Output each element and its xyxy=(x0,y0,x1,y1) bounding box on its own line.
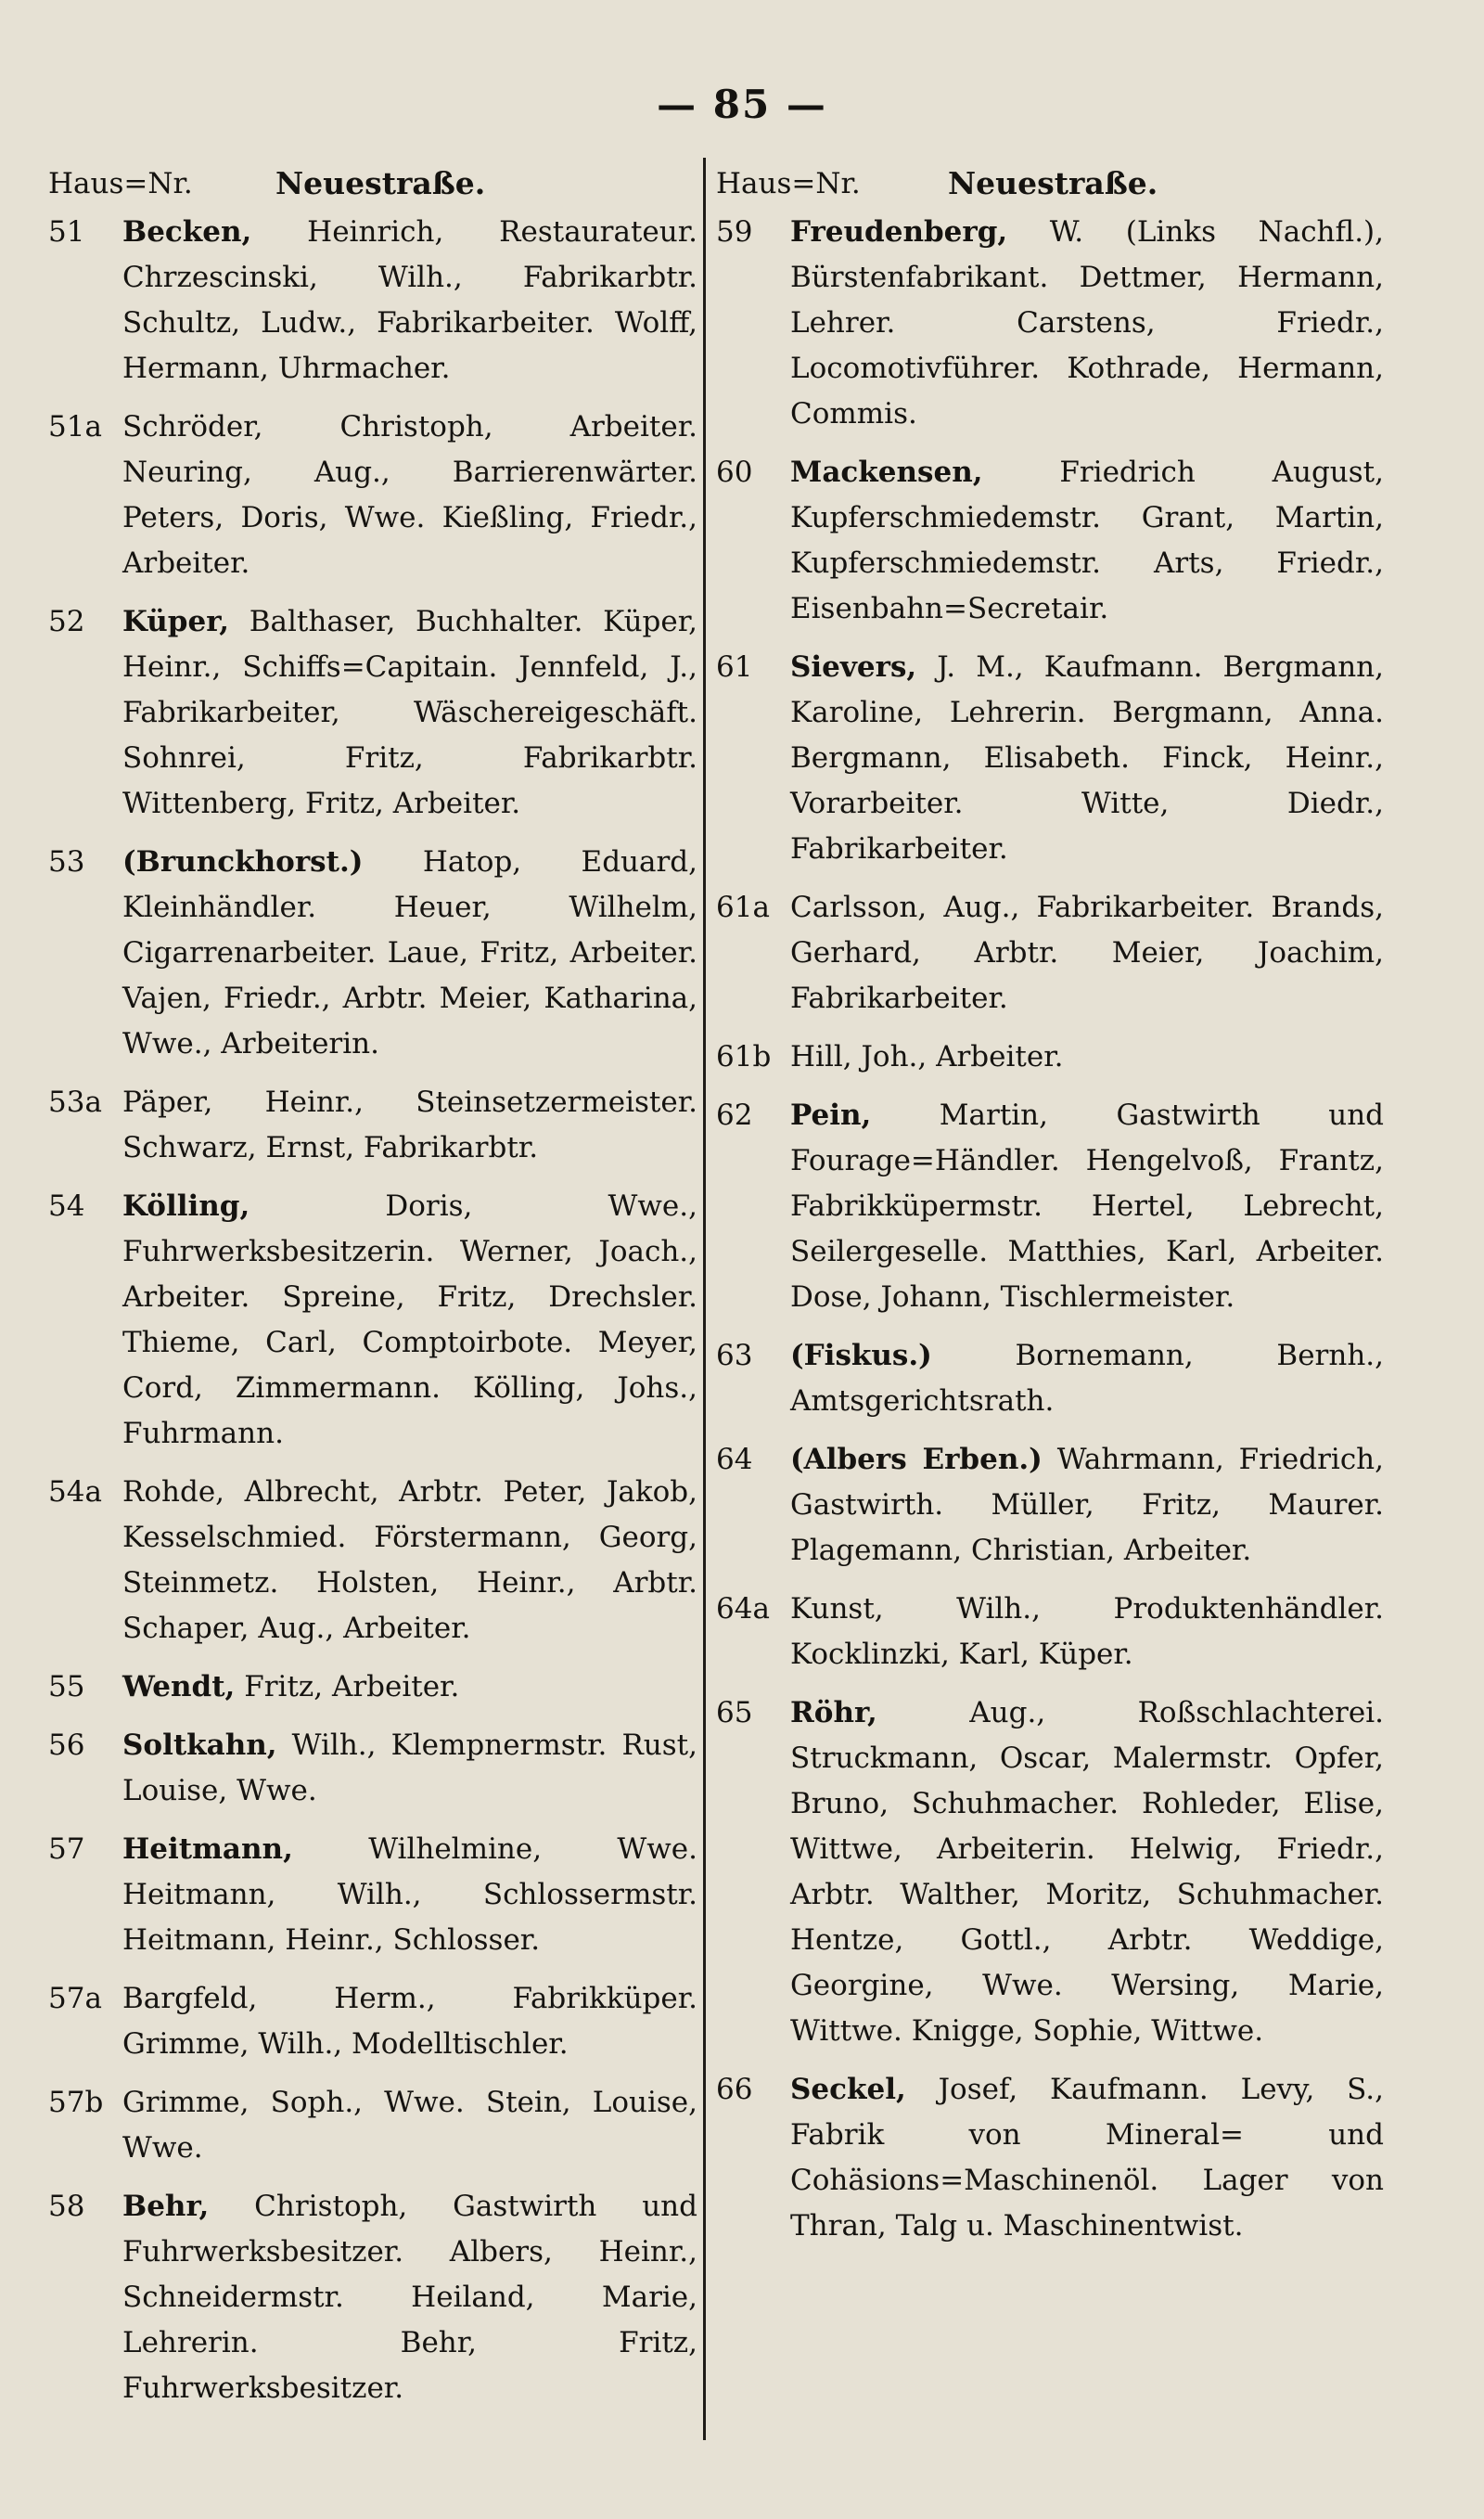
directory-entry xyxy=(716,1587,1384,1677)
directory-entry xyxy=(48,2080,697,2171)
residents-text xyxy=(790,645,1384,872)
house-number: 64a xyxy=(716,1592,770,1626)
house-number: 66 xyxy=(716,2073,753,2106)
directory-entry xyxy=(48,1184,697,1457)
residents-text xyxy=(790,450,1384,632)
owner-name: (Fiskus.) xyxy=(790,1339,932,1372)
directory-entry xyxy=(716,1035,1384,1080)
directory-entry xyxy=(48,1723,697,1814)
residents-text xyxy=(122,210,697,392)
owner-name: Mackensen, xyxy=(790,456,983,489)
house-number: 54a xyxy=(48,1475,102,1509)
entry-list xyxy=(48,210,697,2411)
residents-text xyxy=(790,885,1384,1022)
owner-name: Röhr, xyxy=(790,1696,877,1729)
house-number: 60 xyxy=(716,456,753,489)
house-number: 58 xyxy=(48,2190,85,2223)
house-number: 61b xyxy=(716,1040,772,1073)
resident-list: Päper, Heinr., Steinsetzermeister. Schwarz, Ernst, Fabrikarbtr. xyxy=(122,1086,697,1164)
resident-list: Carlsson, Aug., Fabrikarbeiter. Brands, Gerhard, Arbtr. Meier, Joachim, Fabrikarbeiter. xyxy=(790,891,1384,1015)
house-number: 59 xyxy=(716,215,753,249)
house-number: 65 xyxy=(716,1696,753,1729)
residents-text xyxy=(790,2067,1384,2249)
resident-list: Wilhelmine, Wwe. Heitmann, Wilh., Schlossermstr. Heitmann, Heinr., Schlosser. xyxy=(122,1832,697,1957)
owner-name: Küper, xyxy=(122,605,230,638)
street-name: Neuestraße. xyxy=(275,165,486,201)
house-number: 62 xyxy=(716,1099,753,1132)
resident-list: J. M., Kaufmann. Bergmann, Karoline, Lehrerin. Bergmann, Anna. Bergmann, Elisabeth. Finck, Heinr., Vorarbeiter. Witte, Diedr., Fabrikarbeiter. xyxy=(790,650,1384,866)
residents-text xyxy=(122,1827,697,1963)
residents-text xyxy=(122,840,697,1067)
directory-entry xyxy=(716,1437,1384,1574)
owner-name: Seckel, xyxy=(790,2073,906,2106)
resident-list: Bornemann, Bernh., Amtsgerichtsrath. xyxy=(790,1339,1384,1418)
residents-text xyxy=(790,210,1384,437)
residents-text xyxy=(790,1333,1384,1424)
resident-list: Heinrich, Restaurateur. Chrzescinski, Wilh., Fabrikarbtr. Schultz, Ludw., Fabrikarbeiter. Wolff, Hermann, Uhrmacher. xyxy=(122,215,697,385)
residents-text xyxy=(122,405,697,586)
house-number: 57b xyxy=(48,2086,104,2119)
page-number: — 85 — xyxy=(657,82,827,127)
owner-name: Heitmann, xyxy=(122,1832,293,1866)
resident-list: Kunst, Wilh., Produktenhändler. Kocklinzki, Karl, Küper. xyxy=(790,1592,1384,1671)
resident-list: Doris, Wwe., Fuhrwerksbesitzerin. Werner, Joach., Arbeiter. Spreine, Fritz, Drechsler. Thieme, Carl, Comptoirbote. Meyer, Cord, Zimmermann. Kölling, Johs., Fuhrmann. xyxy=(122,1189,697,1450)
resident-list: Bargfeld, Herm., Fabrikküper. Grimme, Wilh., Modelltischler. xyxy=(122,1982,697,2061)
directory-entry xyxy=(48,1976,697,2067)
resident-list: Balthaser, Buchhalter. Küper, Heinr., Schiffs=Capitain. Jennfeld, J., Fabrikarbeiter, Wäschereigeschäft. Sohnrei, Fritz, Fabrikarbtr. Wittenberg, Fritz, Arbeiter. xyxy=(122,605,697,820)
resident-list: Wilh., Klempnermstr. Rust, Louise, Wwe. xyxy=(122,1729,697,1807)
residents-text xyxy=(122,1470,697,1651)
owner-name: Soltkahn, xyxy=(122,1729,277,1762)
directory-entry xyxy=(48,1470,697,1651)
house-number: 57 xyxy=(48,1832,85,1866)
directory-entry xyxy=(48,210,697,392)
resident-list: Christoph, Gastwirth und Fuhrwerksbesitzer. Albers, Heinr., Schneidermstr. Heiland, Marie, Lehrerin. Behr, Fritz, Fuhrwerksbesitzer. xyxy=(122,2190,697,2405)
owner-name: Kölling, xyxy=(122,1189,250,1223)
owner-name: (Albers Erben.) xyxy=(790,1443,1043,1476)
house-number: 51 xyxy=(48,215,85,249)
owner-name: Pein, xyxy=(790,1099,872,1132)
directory-entry xyxy=(48,2184,697,2411)
resident-list: Rohde, Albrecht, Arbtr. Peter, Jakob, Kesselschmied. Förstermann, Georg, Steinmetz. Holsten, Heinr., Arbtr. Schaper, Aug., Arbeiter. xyxy=(122,1475,697,1645)
resident-list: W. (Links Nachfl.), Bürstenfabrikant. Dettmer, Hermann, Lehrer. Carstens, Friedr., Locomotivführer. Kothrade, Hermann, Commis. xyxy=(790,215,1384,431)
directory-entry xyxy=(716,1333,1384,1424)
owner-name: Behr, xyxy=(122,2190,210,2223)
residents-text xyxy=(122,1184,697,1457)
residents-text xyxy=(122,2080,697,2171)
resident-list: Aug., Roßschlachterei. Struckmann, Oscar, Malermstr. Opfer, Bruno, Schuhmacher. Rohleder, Elise, Wittwe, Arbeiterin. Helwig, Friedr., Arbtr. Walther, Moritz, Schuhmacher. Hentze, Gottl., Arbtr. Weddige, Georgine, Wwe. Wersing, Marie, Wittwe. Knigge, Sophie, Wittwe. xyxy=(790,1696,1384,2048)
directory-entry xyxy=(716,645,1384,872)
resident-list: Hill, Joh., Arbeiter. xyxy=(790,1040,1064,1073)
directory-entry xyxy=(716,2067,1384,2249)
directory-entry xyxy=(48,840,697,1067)
house-number: 53a xyxy=(48,1086,102,1119)
resident-list: Schröder, Christoph, Arbeiter. Neuring, Aug., Barrierenwärter. Peters, Doris, Wwe. Kießling, Friedr., Arbeiter. xyxy=(122,410,697,580)
residents-text xyxy=(122,599,697,827)
owner-name: Freudenberg, xyxy=(790,215,1008,249)
right-column xyxy=(716,158,1384,2262)
resident-list: Josef, Kaufmann. Levy, S., Fabrik von Mineral= und Cohäsions=Maschinenöl. Lager von Thran, Talg u. Maschinentwist. xyxy=(790,2073,1384,2243)
residents-text xyxy=(122,1080,697,1171)
residents-text xyxy=(790,1035,1384,1080)
house-number: 52 xyxy=(48,605,85,638)
street-name: Neuestraße. xyxy=(948,165,1158,201)
residents-text xyxy=(790,1690,1384,2054)
left-column xyxy=(48,158,697,2424)
house-number: 56 xyxy=(48,1729,85,1762)
residents-text xyxy=(790,1093,1384,1320)
entry-list xyxy=(716,210,1384,2249)
residents-text xyxy=(790,1437,1384,1574)
directory-entry xyxy=(716,885,1384,1022)
directory-entry xyxy=(48,1827,697,1963)
directory-entry xyxy=(48,1080,697,1171)
owner-name: Becken, xyxy=(122,215,252,249)
residents-text xyxy=(122,1976,697,2067)
directory-entry xyxy=(48,599,697,827)
directory-entry xyxy=(716,1093,1384,1320)
resident-list: Friedrich August, Kupferschmiedemstr. Grant, Martin, Kupferschmiedemstr. Arts, Friedr., Eisenbahn=Secretair. xyxy=(790,456,1384,625)
house-number: 57a xyxy=(48,1982,102,2015)
house-number: 53 xyxy=(48,845,85,879)
resident-list: Wahrmann, Friedrich, Gastwirth. Müller, Fritz, Maurer. Plagemann, Christian, Arbeiter. xyxy=(790,1443,1384,1567)
owner-name: Sievers, xyxy=(790,650,917,684)
owner-name: (Brunckhorst.) xyxy=(122,845,364,879)
resident-list: Hatop, Eduard, Kleinhändler. Heuer, Wilhelm, Cigarrenarbeiter. Laue, Fritz, Arbeiter. Vajen, Friedr., Arbtr. Meier, Katharina, Wwe., Arbeiterin. xyxy=(122,845,697,1060)
resident-list: Martin, Gastwirth und Fourage=Händler. Hengelvoß, Frantz, Fabrikküpermstr. Hertel, Lebrecht, Seilergeselle. Matthies, Karl, Arbeiter. Dose, Johann, Tischlermeister. xyxy=(790,1099,1384,1314)
directory-entry xyxy=(716,450,1384,632)
column-header xyxy=(716,158,1384,210)
residents-text xyxy=(122,1723,697,1814)
residents-text xyxy=(122,1664,697,1710)
directory-entry xyxy=(716,1690,1384,2054)
house-number-label: Haus=Nr. xyxy=(48,167,193,200)
house-number-label: Haus=Nr. xyxy=(716,167,861,200)
house-number: 51a xyxy=(48,410,102,443)
house-number: 63 xyxy=(716,1339,753,1372)
directory-entry xyxy=(716,210,1384,437)
directory-entry xyxy=(48,1664,697,1710)
house-number: 61a xyxy=(716,891,770,924)
residents-text xyxy=(790,1587,1384,1677)
house-number: 54 xyxy=(48,1189,85,1223)
house-number: 64 xyxy=(716,1443,753,1476)
house-number: 61 xyxy=(716,650,753,684)
directory-entry xyxy=(48,405,697,586)
column-header xyxy=(48,158,697,210)
residents-text xyxy=(122,2184,697,2411)
resident-list: Grimme, Soph., Wwe. Stein, Louise, Wwe. xyxy=(122,2086,697,2165)
house-number: 55 xyxy=(48,1670,85,1703)
column-divider xyxy=(703,158,706,2440)
resident-list: Fritz, Arbeiter. xyxy=(235,1670,460,1703)
owner-name: Wendt, xyxy=(122,1670,236,1703)
